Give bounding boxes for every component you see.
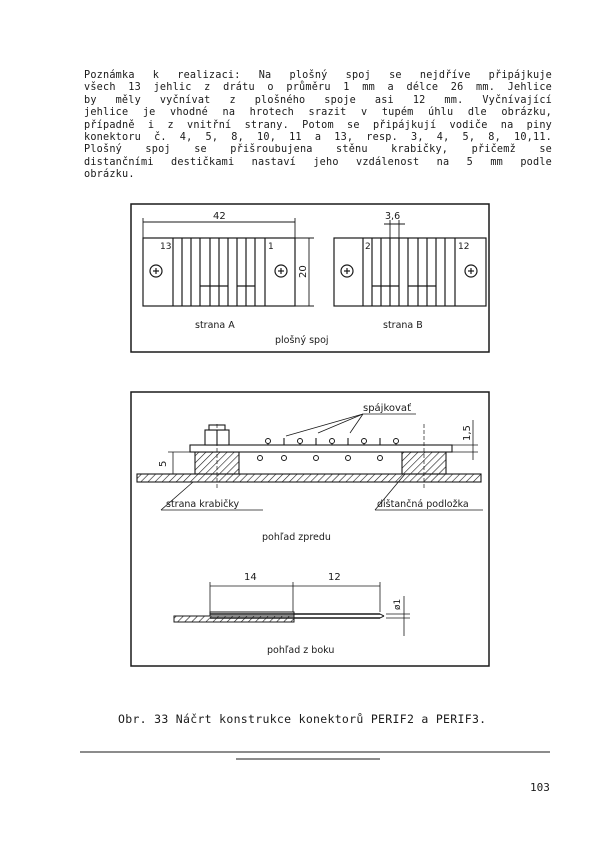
pin-13-label: 13 (160, 242, 172, 252)
side-view-label: pohľad z boku (267, 645, 335, 656)
dim-5-label: 5 (158, 460, 169, 467)
dim-14-label: 14 (244, 572, 257, 583)
dim-12-label: 12 (328, 572, 341, 583)
side-a-label: strana A (195, 320, 235, 331)
pin-12-label: 12 (458, 242, 470, 252)
pin-1-label: 1 (268, 242, 274, 252)
board-label: plošný spoj (275, 335, 329, 346)
side-view-dimensions (210, 582, 410, 636)
note-line: konektoru č. 4, 5, 8, 10, 11 a 13, resp. 3, 4, 5, 8, 10,11. (84, 132, 552, 144)
dimension-5 (168, 452, 195, 474)
box-side-label: strana krabičky (166, 499, 240, 510)
dim-15-label: 1,5 (462, 425, 473, 441)
front-view-drawing (137, 424, 481, 490)
front-view-label: pohľad zpredu (262, 532, 331, 543)
solder-leaders (286, 414, 416, 436)
dim-width-label: 42 (213, 211, 226, 222)
note-line: všech 13 jehlic z drátu o průměru 1 mm a délce 26 mm. Jehlice (84, 82, 552, 94)
figure-caption: Obr. 33 Náčrt konstrukce konektorů PERIF2 a PERIF3. (118, 712, 487, 726)
fig2-frame (131, 392, 489, 666)
dim-height-label: 20 (298, 265, 309, 278)
dimension-pitch (384, 220, 405, 238)
dim-pin-label: ø1 (393, 598, 403, 610)
note-line: obrázku. (84, 169, 135, 181)
fig1-frame (131, 204, 489, 352)
pin-2-label: 2 (365, 242, 371, 252)
spacer-label: dištančná podložka (377, 499, 469, 510)
side-b-label: strana B (383, 320, 423, 331)
note-line: Plošný spoj se přišroubujena stěnu krabičky, přičemž se (84, 144, 552, 156)
page-number: 103 (530, 781, 550, 794)
note-line: případně i z vnitřní strany. Potom se připájkují vodiče na piny (84, 119, 552, 131)
side-view-drawing (174, 612, 384, 622)
note-line: distančními destičkami nastaví jeho vzdálenost na 5 mm podle (84, 156, 552, 168)
dim-pitch-label: 3,6 (385, 211, 401, 222)
note-line: jehlice je vhodné na hrotech srazit v tupém úhlu dle obrázku, (84, 107, 552, 119)
solder-label: spájkovať (363, 403, 411, 414)
note-line: Poznámka k realizaci: Na plošný spoj se nejdříve připájkuje (84, 70, 552, 81)
note-line: by měly vyčnívat z plošného spoje asi 12 mm. Vyčnívající (84, 94, 552, 106)
